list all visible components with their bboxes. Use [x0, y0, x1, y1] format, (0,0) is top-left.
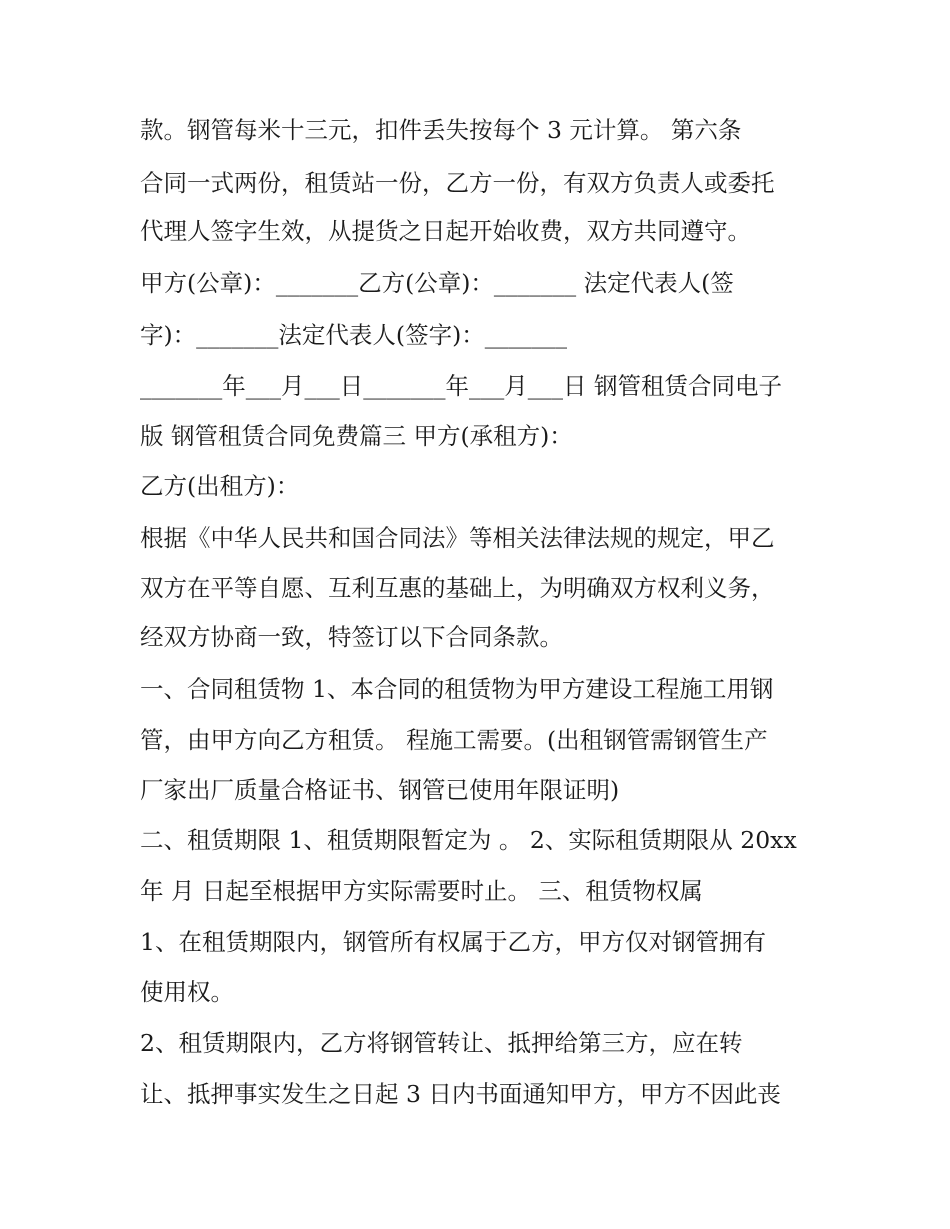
text-line: 甲方(公章)：_______乙方(公章)：_______ 法定代表人(签: [140, 269, 734, 297]
text-line: 二、租赁期限 1、租赁期限暂定为 。 2、实际租赁期限从 20xx: [140, 826, 797, 854]
text-line: 乙方(出租方)：: [140, 472, 300, 500]
text-line: 款。钢管每米十三元，扣件丢失按每个 3 元计算。 第六条: [140, 116, 742, 144]
text-line: 管，由甲方向乙方租赁。 程施工需要。(出租钢管需钢管生产: [140, 726, 768, 754]
text-line: 年 月 日起至根据甲方实际需要时止。 三、租赁物权属: [140, 877, 703, 905]
text-line: 使用权。: [140, 978, 234, 1006]
text-line: 版 钢管租赁合同免费篇三 甲方(承租方)：: [140, 422, 573, 450]
text-line: 1、在租赁期限内，钢管所有权属于乙方，甲方仅对钢管拥有: [140, 928, 766, 956]
text-line: 让、抵押事实发生之日起 3 日内书面通知甲方，甲方不因此丧: [140, 1080, 781, 1108]
text-line: 2、租赁期限内，乙方将钢管转让、抵押给第三方，应在转: [140, 1029, 743, 1057]
text-line: 合同一式两份，租赁站一份，乙方一份，有双方负责人或委托: [140, 169, 775, 197]
text-line: 经双方协商一致，特签订以下合同条款。: [140, 623, 563, 651]
text-line: 双方在平等自愿、互利互惠的基础上，为明确双方权利义务，: [140, 574, 775, 602]
text-line: 字)：_______法定代表人(签字)：_______: [140, 321, 568, 349]
text-line: 根据《中华人民共和国合同法》等相关法律法规的规定，甲乙: [140, 524, 775, 552]
text-line: 一、合同租赁物 1、本合同的租赁物为甲方建设工程施工用钢: [140, 675, 774, 703]
text-line: 厂家出厂质量合格证书、钢管已使用年限证明): [140, 776, 620, 804]
text-line: _______年___月___日_______年___月___日 钢管租赁合同电子: [140, 372, 782, 400]
text-line: 代理人签字生效，从提货之日起开始收费，双方共同遵守。: [140, 217, 751, 245]
